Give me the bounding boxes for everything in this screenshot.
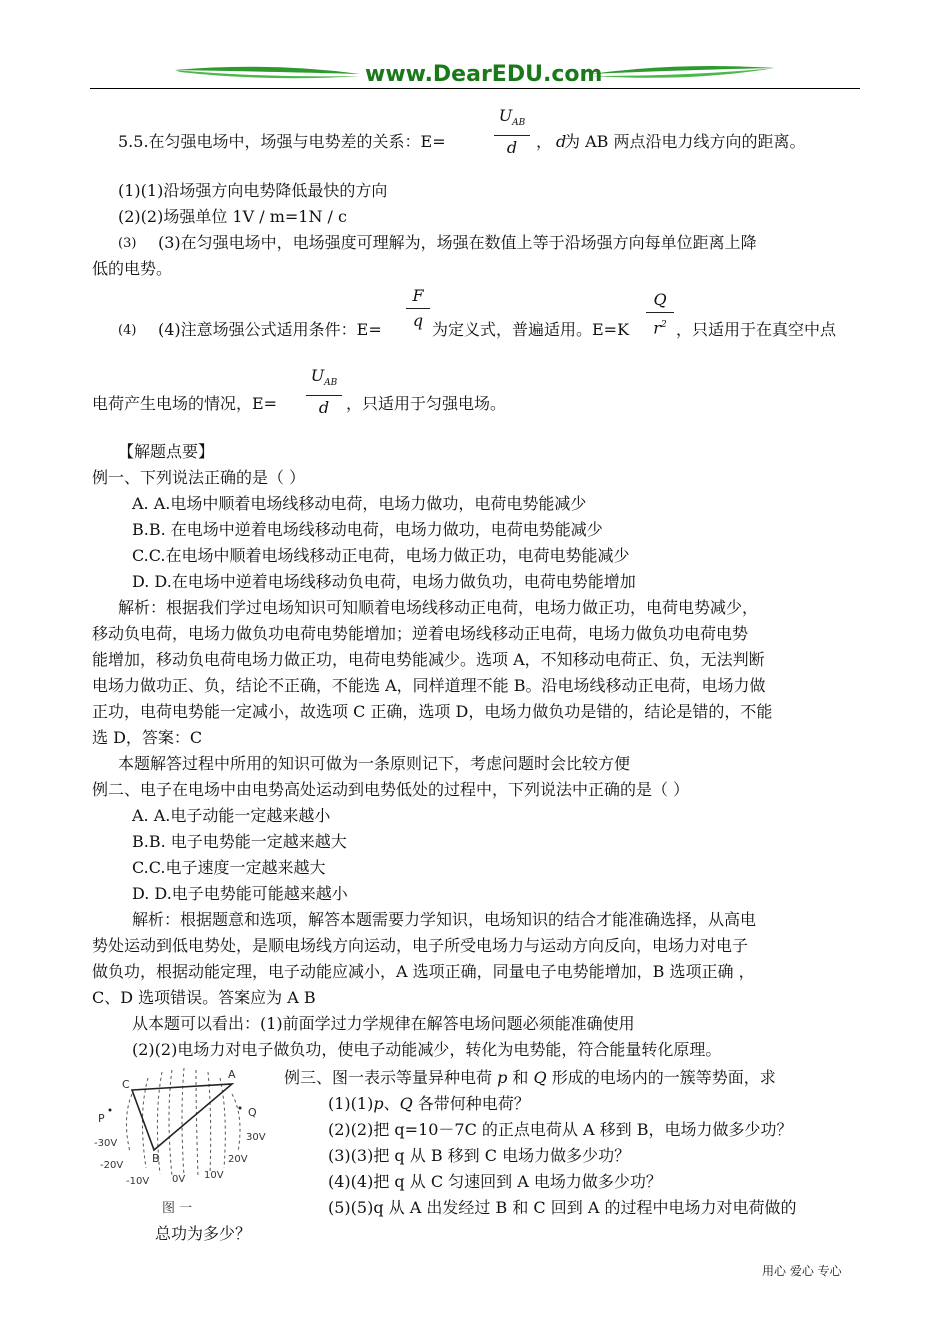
- point-label-q: Q: [248, 1106, 257, 1119]
- point-label-c: C: [122, 1078, 130, 1091]
- item-4-text-b: 为定义式，普遍适用。E=K: [432, 320, 630, 339]
- page-footer: 用心 爱心 专心: [762, 1264, 842, 1278]
- example-2-analysis-line: 势处运动到低电势处，是顺电场线方向运动，电子所受电场力与运动方向反向，电场力对电子: [92, 936, 749, 955]
- point-label-p: P: [98, 1112, 105, 1125]
- example-1-note: 本题解答过程中所用的知识可做为一条原则记下，考虑问题时会比较方便: [118, 754, 631, 773]
- example-1-option-b: B.B. 在电场中逆着电场线移动电荷，电场力做功，电荷电势能减少: [132, 520, 603, 539]
- equipotential-line: [208, 1072, 211, 1174]
- example-1-analysis-line: 移动负电荷，电场力做负功电荷电势能增加；逆着电场线移动正电荷，电场力做负功电荷电势: [92, 624, 749, 643]
- potential-label: -20V: [100, 1160, 124, 1171]
- item-4-text-c: ，只适用于在真空中点: [676, 320, 837, 339]
- fraction-denominator: q: [412, 311, 424, 330]
- potential-label: 10V: [204, 1170, 224, 1181]
- example-1-analysis-line: 能增加，移动负电荷电场力做正功，电荷电势能减少。选项 A，不知移动电荷正、负，无法判断: [92, 650, 765, 669]
- example-3-sub-question-1: (1)(1)p、Q 各带何种电荷？: [328, 1094, 530, 1113]
- fraction-denominator: d: [318, 398, 330, 418]
- fraction-uab-d-1: [494, 104, 530, 160]
- example-2-note-2: (2)(2)电场力对电子做负功，使电子动能减少，转化为电势能，符合能量转化原理。: [132, 1040, 722, 1059]
- example-1-question: 例一、下列说法正确的是（ ）: [92, 468, 306, 487]
- example-1-analysis-line: 电场力做功正、负，结论不正确，不能选 A，同样道理不能 B。沿电场线移动正电荷，电场力做: [92, 676, 766, 695]
- charge-q-dot: [239, 1107, 242, 1110]
- item-4-number: (4): [118, 323, 137, 338]
- example-2-option-c: C.C.电子速度一定越来越大: [132, 858, 326, 877]
- example-1-option-d: D. D.在电场中逆着电场线移动负电荷，电场力做负功，电荷电势能增加: [132, 572, 636, 591]
- item-4-line-2-a: 电荷产生电场的情况，E=: [92, 394, 278, 413]
- formula-line-suffix: 为 AB 两点沿电力线方向的距离。: [564, 132, 806, 151]
- example-2-option-d: D. D.电子电势能可能越来越小: [132, 884, 348, 903]
- header-logo: [90, 58, 860, 92]
- potential-label: -10V: [126, 1176, 150, 1187]
- potential-label: -30V: [94, 1138, 118, 1149]
- logo-text: www.DearEDU.com: [365, 62, 603, 87]
- example-3-sub-question-3: (3)(3)把 q 从 B 移到 C 电场力做多少功？: [328, 1146, 631, 1165]
- example-3-sub-question-5: (5)(5)q 从 A 出发经过 B 和 C 回到 A 的过程中电场力对电荷做的: [328, 1198, 797, 1217]
- fraction-denominator: d: [506, 138, 518, 158]
- fraction-f-q: [406, 284, 430, 333]
- fraction-numerator: $U_{AB}$: [306, 364, 342, 396]
- example-2-analysis-line: C、D 选项错误。答案应为 A B: [92, 988, 316, 1007]
- potential-label: 30V: [246, 1132, 266, 1143]
- formula-line-prefix: 5.5.在匀强电场中，场强与电势差的关系：E=: [118, 132, 446, 151]
- equipotential-line: [126, 1094, 132, 1152]
- fraction-numerator: $U_{AB}$: [494, 104, 530, 136]
- formula-line-comma: ，: [536, 132, 553, 151]
- example-2-analysis-line: 解析：根据题意和选项，解答本题需要力学知识，电场知识的结合才能准确选择，从高电: [132, 910, 757, 929]
- example-2-option-b: B.B. 电子电势能一定越来越大: [132, 832, 347, 851]
- formula-line-d: d: [556, 132, 567, 151]
- point-label-b: B: [152, 1152, 160, 1165]
- fraction-denominator: $r^2$: [653, 318, 667, 338]
- example-2-question: 例二、电子在电场中由电势高处运动到电势低处的过程中，下列说法中正确的是（ ）: [92, 780, 690, 799]
- equipotential-line: [182, 1068, 184, 1176]
- example-1-option-c: C.C.在电场中顺着电场线移动正电荷，电场力做正功，电荷电势能减少: [132, 546, 630, 565]
- example-3-question: 例三、图一表示等量异种电荷 p 和 Q 形成的电场内的一簇等势面，求: [284, 1068, 776, 1087]
- example-2-note-1: 从本题可以看出：(1)前面学过力学规律在解答电场问题必须能准确使用: [132, 1014, 635, 1033]
- point-label-a: A: [228, 1068, 236, 1081]
- potential-label: 0V: [172, 1174, 186, 1185]
- header-rule: [90, 88, 860, 89]
- potential-label: 20V: [228, 1154, 248, 1165]
- example-1-analysis-line: 选 D，答案：C: [92, 728, 203, 747]
- item-3-line-1: (3)在匀强电场中，电场强度可理解为，场强在数值上等于沿场强方向每单位距离上降: [158, 233, 757, 252]
- item-4-line-2-b: ，只适用于匀强电场。: [346, 394, 507, 413]
- equipotential-line: [232, 1094, 240, 1152]
- fraction-uab-d-2: [306, 364, 342, 420]
- example-1-option-a: A. A.电场中顺着电场线移动电荷，电场力做功，电荷电势能减少: [132, 494, 587, 513]
- fraction-numerator: F: [406, 284, 430, 309]
- item-1: (1)(1)沿场强方向电势降低最快的方向: [118, 181, 388, 200]
- figure-caption: 图 一: [162, 1201, 193, 1216]
- item-3-line-2: 低的电势。: [92, 259, 173, 278]
- charge-p-dot: [109, 1109, 112, 1112]
- item-3-number: (3): [118, 236, 137, 251]
- equipotential-figure: [92, 1064, 272, 1234]
- fraction-q-r2: [646, 288, 674, 340]
- example-3-sub-question-5-continued: 总功为多少？: [155, 1224, 252, 1243]
- item-2: (2)(2)场强单位 1V / m=1N / c: [118, 207, 347, 226]
- fraction-numerator: Q: [646, 288, 674, 313]
- example-1-analysis-line: 解析：根据我们学过电场知识可知顺着电场线移动正电荷，电场力做正功，电荷电势减少，: [118, 598, 759, 617]
- equipotential-line: [169, 1070, 172, 1176]
- example-2-option-a: A. A.电子动能一定越来越小: [132, 806, 331, 825]
- example-2-analysis-line: 做负功，根据动能定理，电子动能应减小，A 选项正确，同量电子电势能增加，B 选项正确 ，: [92, 962, 755, 981]
- example-3-sub-question-2: (2)(2)把 q=10－7C 的正点电荷从 A 移到 B，电场力做多少功？: [328, 1120, 793, 1139]
- solution-heading: 【解题点要】: [118, 442, 215, 461]
- item-4-text-a: (4)注意场强公式适用条件：E=: [158, 320, 382, 339]
- example-3-sub-question-4: (4)(4)把 q 从 C 匀速回到 A 电场力做多少功？: [328, 1172, 662, 1191]
- example-1-analysis-line: 正功，电荷电势能一定减小，故选项 C 正确，选项 D，电场力做负功是错的，结论是错的，不能: [92, 702, 773, 721]
